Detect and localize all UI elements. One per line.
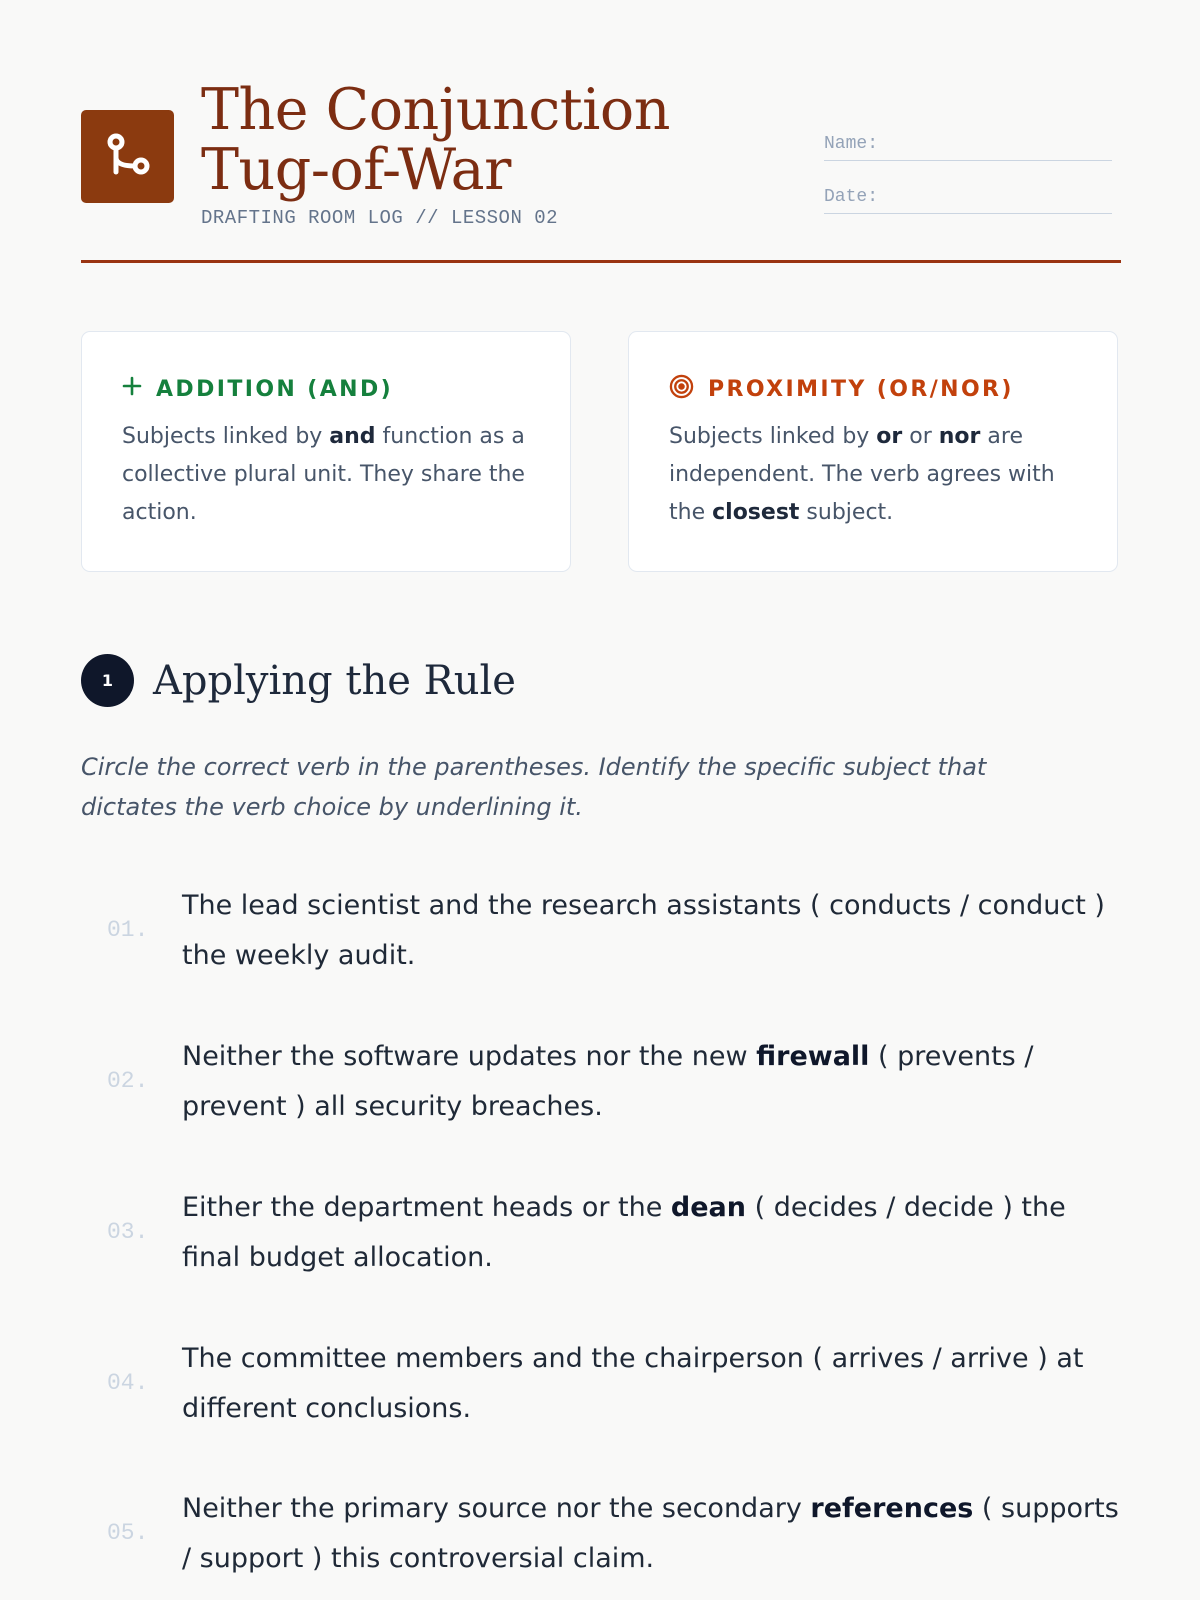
page-title: The Conjunction Tug-of-War <box>201 77 670 203</box>
name-field[interactable] <box>824 122 1112 161</box>
plus-icon <box>122 376 142 402</box>
exercise-sentence: Neither the primary source nor the secondary references ( supports / support ) this controversial claim. <box>182 1493 1119 1574</box>
addition-rule-card <box>81 331 571 572</box>
header-divider <box>81 260 1121 263</box>
exercise-item <box>81 1032 1121 1132</box>
exercise-item <box>81 1183 1121 1283</box>
exercise-sentence: Neither the software updates nor the new firewall ( prevents / prevent ) all security breaches. <box>182 1041 1034 1122</box>
date-field[interactable] <box>824 175 1112 214</box>
page-subtitle: DRAFTING ROOM LOG // LESSON 02 <box>201 207 559 229</box>
proximity-rule-card <box>628 331 1118 572</box>
date-label: Date: <box>824 187 879 207</box>
section-number-badge: 1 <box>81 654 134 707</box>
exercise-number: 03. <box>107 1219 149 1245</box>
section-instructions: Circle the correct verb in the parentheses. Identify the specific subject that dictates the verb choice by underlining it. <box>81 753 987 821</box>
exercise-number: 02. <box>107 1068 149 1094</box>
worksheet-header <box>81 77 1121 262</box>
exercise-item <box>81 1484 1121 1584</box>
exercise-number: 01. <box>107 917 149 943</box>
branch-icon <box>81 110 174 203</box>
addition-card-title: ADDITION (AND) <box>156 376 394 402</box>
addition-card-body: Subjects linked by and function as a collective plural unit. They share the action. <box>122 424 525 525</box>
section-title: Applying the Rule <box>153 658 516 704</box>
exercise-sentence: Either the department heads or the dean ( decides / decide ) the final budget allocation. <box>182 1192 1066 1273</box>
exercise-number: 04. <box>107 1370 149 1396</box>
name-label: Name: <box>824 134 879 154</box>
exercise-item <box>81 1334 1121 1434</box>
proximity-card-heading <box>669 372 1077 406</box>
proximity-card-body: Subjects linked by or or nor are independent. The verb agrees with the closest subject. <box>669 424 1055 525</box>
exercise-number: 05. <box>107 1520 149 1546</box>
exercise-item <box>81 881 1121 981</box>
target-icon <box>669 374 694 405</box>
exercise-sentence: The lead scientist and the research assistants ( conducts / conduct ) the weekly audit. <box>182 890 1105 971</box>
exercise-sentence: The committee members and the chairperson ( arrives / arrive ) at different conclusions. <box>182 1343 1084 1424</box>
proximity-card-title: PROXIMITY (OR/NOR) <box>708 376 1014 402</box>
addition-card-heading <box>122 372 530 406</box>
